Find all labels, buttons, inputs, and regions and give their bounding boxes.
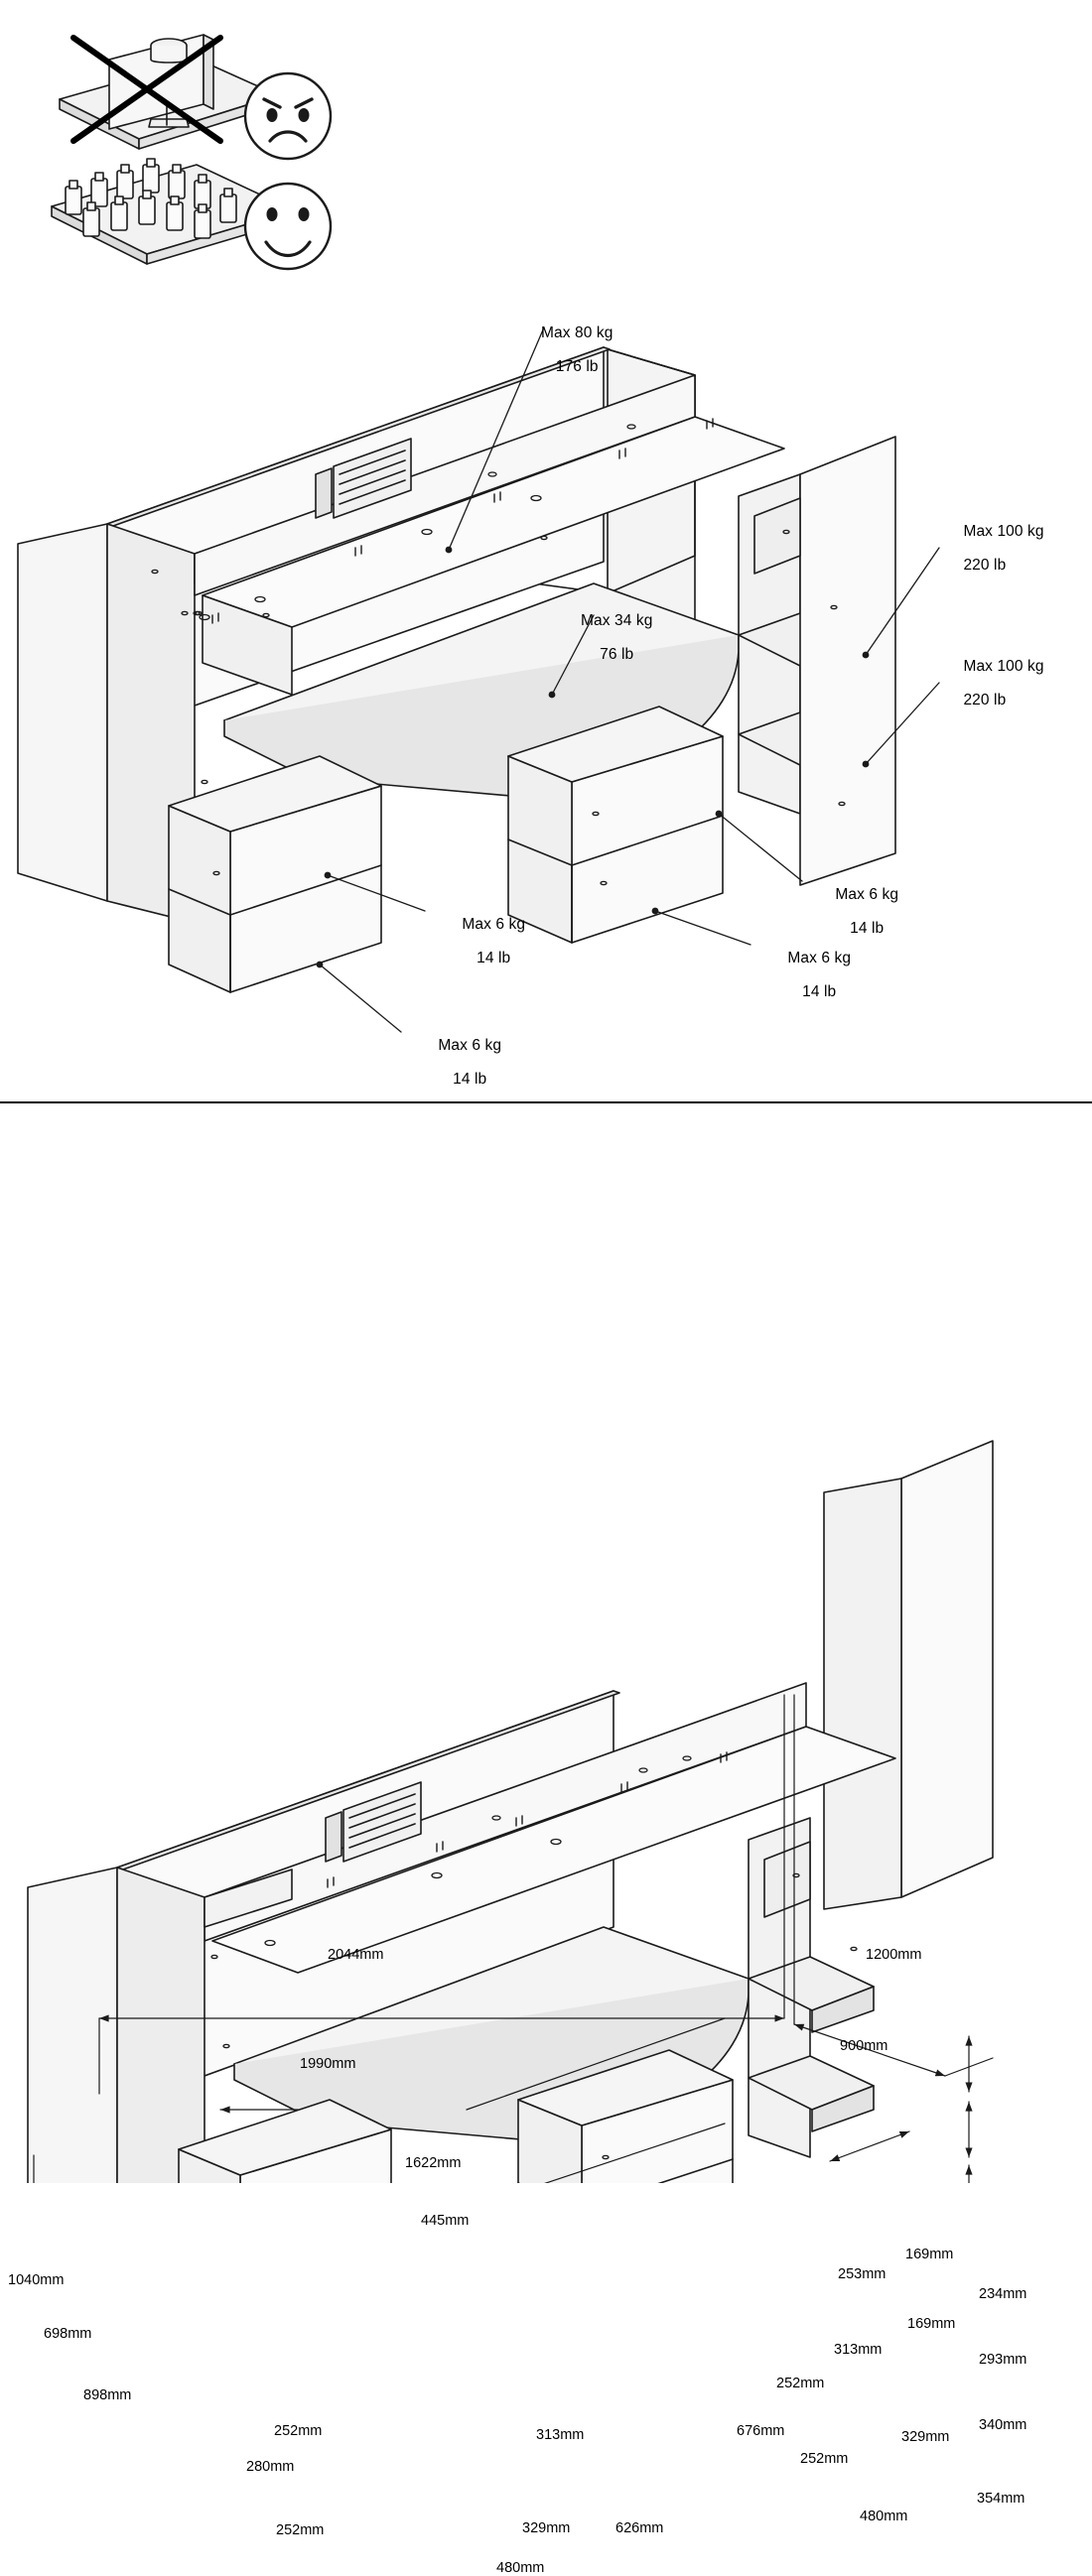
dimension-cube-252-right-lower: 252mm <box>800 2451 849 2467</box>
dimension-shelf-169-top: 169mm <box>905 2247 954 2262</box>
max-load-cube-left-lower <box>387 1020 526 1104</box>
dimension-cube-480-right: 480mm <box>860 2509 908 2524</box>
dimension-footprint-depth: 898mm <box>83 2387 132 2403</box>
max-load-cube-left-upper <box>411 899 550 983</box>
max-load-cube-left-upper-kg: Max 6 kg <box>462 916 526 933</box>
dimension-desk-depth: 445mm <box>421 2213 470 2229</box>
max-load-lower-shelf-right <box>937 641 1086 725</box>
dimension-shelf-340: 340mm <box>979 2417 1027 2433</box>
max-load-upper-shelf-right-kg: Max 100 kg <box>963 523 1044 540</box>
max-load-desk-kg: Max 34 kg <box>581 612 653 629</box>
max-load-top-bunk-kg: Max 80 kg <box>541 324 614 341</box>
dimension-shelf-293: 293mm <box>979 2352 1027 2368</box>
loft-bed-isometric-bottom <box>28 1441 993 2183</box>
max-load-lower-shelf-right-lb: 220 lb <box>963 692 1007 708</box>
dimension-cube-252-left-lower: 252mm <box>276 2522 325 2538</box>
happy-face-icon <box>245 184 331 269</box>
dimension-shelf-234: 234mm <box>979 2286 1027 2302</box>
dimension-overall-depth: 1200mm <box>866 1947 922 1963</box>
dimension-left-foot-width: 280mm <box>246 2459 295 2475</box>
dimensions-drawing <box>0 1103 1092 2183</box>
max-load-cube-right-lb: 14 lb <box>850 920 885 937</box>
max-load-cube-left-upper-lb: 14 lb <box>477 950 511 966</box>
max-load-top-bunk-lb: 176 lb <box>555 358 599 375</box>
dimension-overall-length: 2044mm <box>328 1947 384 1963</box>
max-load-cube-middle-kg: Max 6 kg <box>787 950 852 966</box>
dimension-shelf-169-mid: 169mm <box>907 2316 956 2332</box>
max-load-cube-middle <box>737 933 876 1017</box>
dimension-desk-length: 1622mm <box>405 2155 462 2171</box>
dimension-cube-252-right-upper: 252mm <box>776 2376 825 2391</box>
max-load-desk <box>534 595 673 680</box>
dimension-cube-626: 626mm <box>615 2520 664 2536</box>
dimension-shelf-253: 253mm <box>838 2266 887 2282</box>
load-capacity-panel <box>0 0 1092 1103</box>
dimension-inner-length: 1990mm <box>300 2056 356 2072</box>
max-load-upper-shelf-right <box>937 506 1086 590</box>
max-load-cube-right-kg: Max 6 kg <box>835 886 899 903</box>
dimension-cube-676: 676mm <box>737 2423 785 2439</box>
max-load-cube-middle-lb: 14 lb <box>802 983 837 1000</box>
loft-bed-isometric-top <box>18 347 895 992</box>
dimension-cube-313-left: 313mm <box>536 2427 585 2443</box>
dimension-cube-480-left: 480mm <box>496 2560 545 2576</box>
dimension-cube-329-left: 329mm <box>522 2520 571 2536</box>
dimension-under-bed-height: 698mm <box>44 2326 92 2342</box>
angry-face-icon <box>245 73 331 159</box>
dimensions-panel <box>0 1103 1092 2576</box>
max-load-cube-left-lower-kg: Max 6 kg <box>438 1037 502 1054</box>
dimension-total-height: 1040mm <box>8 2272 65 2288</box>
crossed-out-tv-icon <box>60 35 278 149</box>
max-load-desk-lb: 76 lb <box>600 646 634 663</box>
max-load-cube-left-lower-lb: 14 lb <box>453 1071 487 1088</box>
dimension-shelf-354: 354mm <box>977 2491 1025 2507</box>
dimension-bunk-depth: 900mm <box>840 2038 888 2054</box>
dimension-shelf-313-right: 313mm <box>834 2342 883 2358</box>
max-load-upper-shelf-right-lb: 220 lb <box>963 557 1007 574</box>
max-load-top-bunk <box>494 308 633 392</box>
dimension-cube-329-right: 329mm <box>901 2429 950 2445</box>
max-load-lower-shelf-right-kg: Max 100 kg <box>963 658 1044 675</box>
dimension-cube-252-left-upper: 252mm <box>274 2423 323 2439</box>
